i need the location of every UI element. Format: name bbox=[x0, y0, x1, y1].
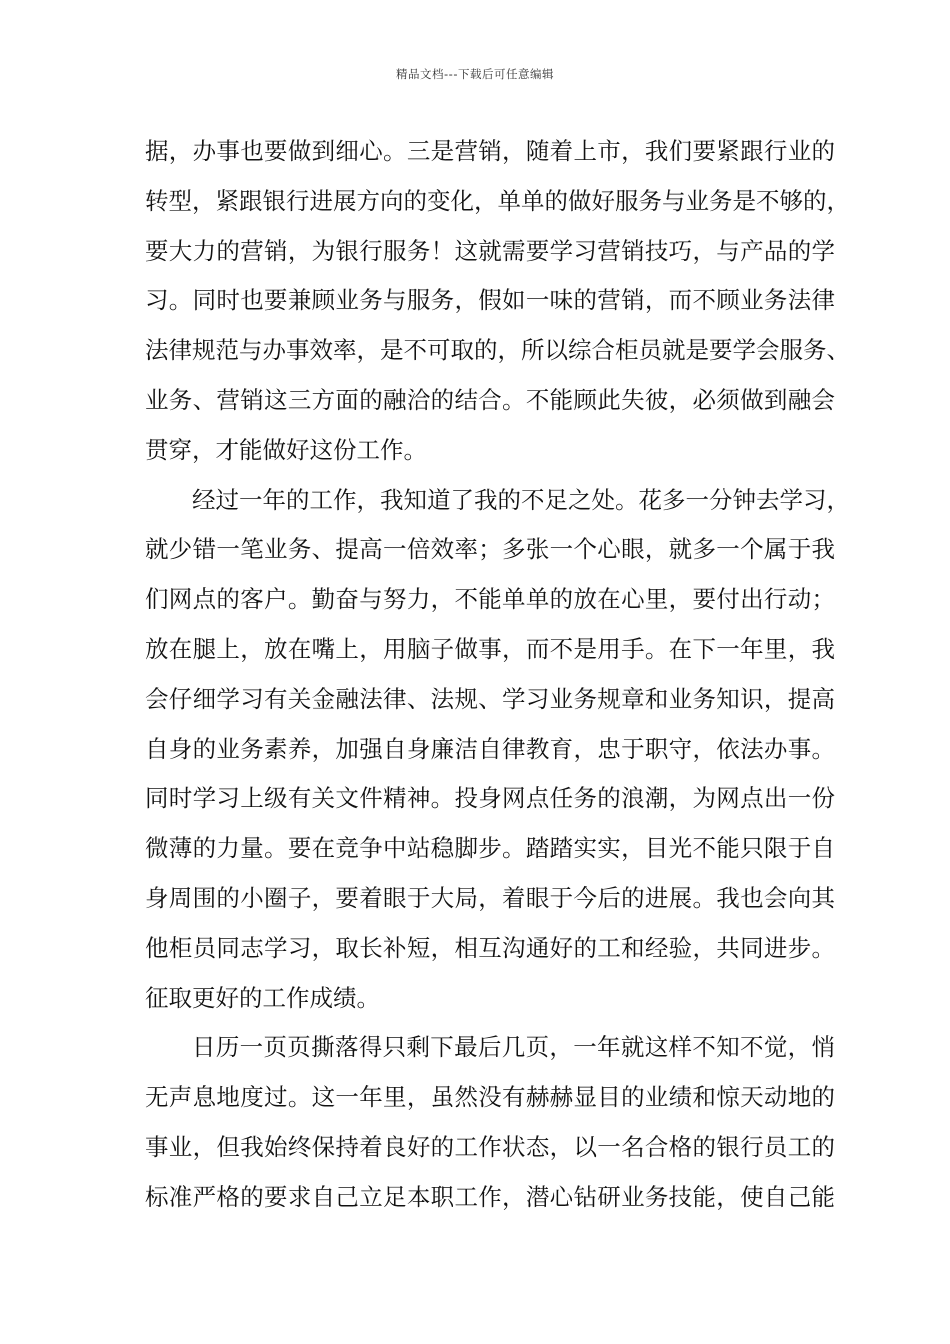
text-line: 就少错一笔业务、提高一倍效率；多张一个心眼，就多一个属于我 bbox=[145, 535, 835, 564]
text-line: 习。同时也要兼顾业务与服务，假如一味的营销，而不顾业务法律 bbox=[145, 286, 835, 315]
text-line: 日历一页页撕落得只剩下最后几页，一年就这样不知不觉，悄 bbox=[192, 1033, 835, 1062]
text-line: 自身的业务素养，加强自身廉洁自律教育，忠于职守，依法办事。 bbox=[145, 734, 835, 763]
text-line: 经过一年的工作，我知道了我的不足之处。花多一分钟去学习， bbox=[192, 485, 850, 514]
text-line: 法律规范与办事效率，是不可取的，所以综合柜员就是要学会服务、 bbox=[145, 336, 850, 365]
text-line: 无声息地度过。这一年里，虽然没有赫赫显目的业绩和惊天动地的 bbox=[145, 1083, 835, 1112]
text-line: 同时学习上级有关文件精神。投身网点任务的浪潮，为网点出一份 bbox=[145, 784, 835, 813]
document-body bbox=[145, 127, 850, 1223]
paragraph-1 bbox=[145, 127, 850, 476]
text-line: 标准严格的要求自己立足本职工作，潜心钻研业务技能，使自己能 bbox=[145, 1182, 835, 1211]
text-line: 会仔细学习有关金融法律、法规、学习业务规章和业务知识，提高 bbox=[145, 684, 835, 713]
text-line: 事业，但我始终保持着良好的工作状态，以一名合格的银行员工的 bbox=[145, 1132, 835, 1161]
text-line: 微薄的力量。要在竞争中站稳脚步。踏踏实实，目光不能只限于自 bbox=[145, 834, 835, 863]
text-line: 身周围的小圈子，要着眼于大局，着眼于今后的进展。我也会向其 bbox=[145, 883, 835, 912]
text-line: 转型，紧跟银行进展方向的变化，单单的做好服务与业务是不够的， bbox=[145, 186, 850, 215]
text-line: 业务、营销这三方面的融洽的结合。不能顾此失彼，必须做到融会 bbox=[145, 385, 835, 414]
text-line: 们网点的客户。勤奋与努力，不能单单的放在心里，要付出行动； bbox=[145, 585, 835, 614]
paragraph-2 bbox=[145, 476, 850, 1024]
text-line: 据，办事也要做到细心。三是营销，随着上市，我们要紧跟行业的 bbox=[145, 137, 835, 165]
text-line: 放在腿上，放在嘴上，用脑子做事，而不是用手。在下一年里，我 bbox=[145, 634, 835, 663]
paragraph-3 bbox=[145, 1023, 835, 1222]
text-line: 贯穿，才能做好这份工作。 bbox=[145, 435, 427, 464]
text-line: 他柜员同志学习，取长补短，相互沟通好的工和经验，共同进步。 bbox=[145, 933, 835, 962]
text-line: 征取更好的工作成绩。 bbox=[145, 983, 380, 1012]
text-line: 要大力的营销，为银行服务！这就需要学习营销技巧，与产品的学 bbox=[145, 236, 835, 265]
page-header: 精品文档---下载后可任意编辑 bbox=[396, 67, 554, 81]
